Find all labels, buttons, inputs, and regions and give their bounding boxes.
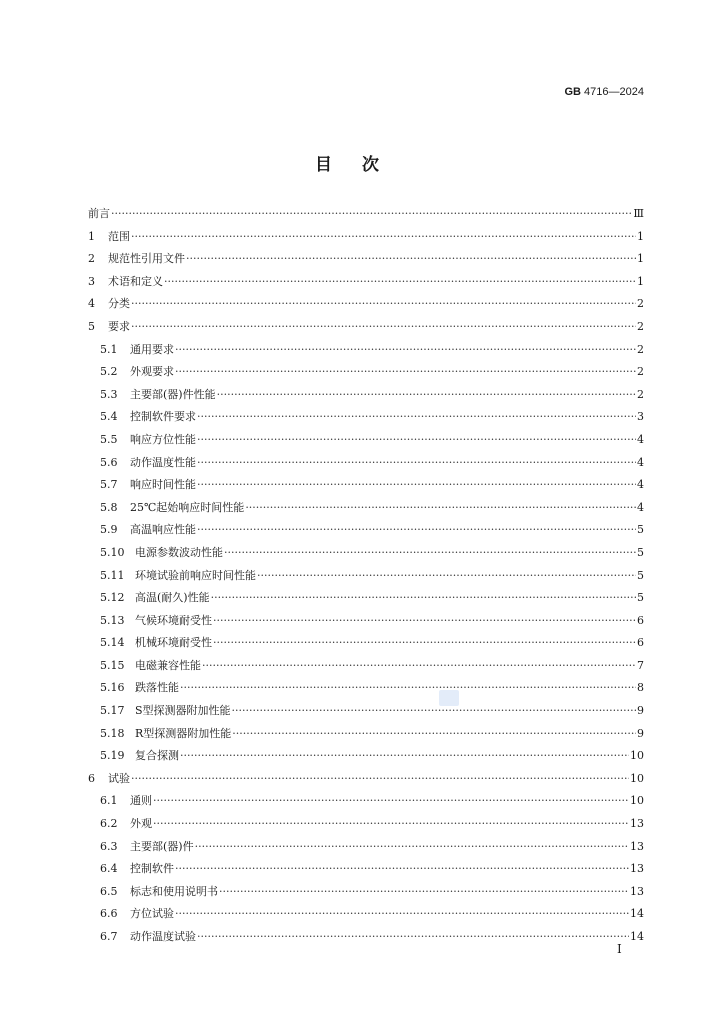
- toc-entry-number: 5.17: [100, 704, 125, 718]
- toc-entry[interactable]: [88, 768, 644, 791]
- toc-leader-dots: [153, 813, 629, 836]
- toc-entry[interactable]: [88, 474, 644, 497]
- table-of-contents: [88, 203, 644, 949]
- toc-entry-number: 6: [88, 771, 95, 785]
- toc-entry[interactable]: [88, 632, 644, 655]
- toc-leader-dots: [175, 339, 636, 362]
- toc-entry-number: 5: [88, 319, 95, 333]
- standard-code-prefix: GB: [564, 86, 581, 98]
- toc-entry-page: 10: [630, 749, 644, 763]
- toc-entry-number: 5.9: [100, 523, 118, 537]
- toc-entry-page: 6: [637, 613, 644, 627]
- toc-entry-label: 复合探测: [135, 749, 179, 763]
- toc-entry-page: 7: [637, 658, 644, 672]
- toc-entry[interactable]: [88, 926, 644, 949]
- toc-entry[interactable]: [88, 745, 644, 768]
- toc-entry[interactable]: [88, 610, 644, 633]
- toc-entry-label: 控制软件: [130, 862, 174, 876]
- toc-entry[interactable]: [88, 858, 644, 881]
- toc-entry[interactable]: [88, 881, 644, 904]
- toc-entry-label: 25℃起始响应时间性能: [130, 500, 245, 514]
- toc-entry-label: 电磁兼容性能: [135, 658, 201, 672]
- toc-leader-dots: [202, 655, 636, 678]
- toc-leader-dots: [257, 565, 636, 588]
- toc-entry[interactable]: [88, 226, 644, 249]
- toc-entry-number: 6.6: [100, 907, 118, 921]
- toc-entry-page: 13: [630, 839, 644, 853]
- toc-entry-number: 5.5: [100, 432, 118, 446]
- toc-entry[interactable]: [88, 655, 644, 678]
- toc-entry-number: 6.1: [100, 794, 118, 808]
- toc-entry[interactable]: [88, 429, 644, 452]
- toc-entry-number: 6.4: [100, 862, 118, 876]
- toc-entry-page: 13: [630, 817, 644, 831]
- toc-leader-dots: [232, 700, 636, 723]
- toc-leader-dots: [180, 745, 629, 768]
- toc-entry[interactable]: [88, 790, 644, 813]
- toc-leader-dots: [197, 406, 636, 429]
- toc-entry-number: 5.2: [100, 365, 118, 379]
- toc-entry-number: 5.10: [100, 545, 125, 559]
- toc-entry-number: 6.2: [100, 817, 118, 831]
- toc-entry-label: 方位试验: [130, 907, 174, 921]
- toc-entry-label: 主要部(器)件性能: [130, 387, 216, 401]
- toc-entry-page: 3: [637, 410, 644, 424]
- toc-entry[interactable]: [88, 723, 644, 746]
- watermark-logo: [439, 690, 459, 706]
- toc-leader-dots: [186, 248, 636, 271]
- toc-leader-dots: [131, 293, 636, 316]
- toc-leader-dots: [213, 610, 636, 633]
- toc-entry-page: 5: [637, 545, 644, 559]
- toc-leader-dots: [245, 497, 636, 520]
- toc-entry-number: 6.3: [100, 839, 118, 853]
- toc-entry-number: 5.19: [100, 749, 125, 763]
- toc-leader-dots: [217, 384, 636, 407]
- toc-entry-label: 外观: [130, 817, 152, 831]
- toc-entry-label: 外观要求: [130, 365, 174, 379]
- toc-entry-label: 机械环境耐受性: [135, 636, 212, 650]
- toc-leader-dots: [197, 519, 636, 542]
- toc-leader-dots: [153, 790, 629, 813]
- toc-entry[interactable]: [88, 293, 644, 316]
- toc-leader-dots: [211, 587, 636, 610]
- toc-entry-page: 6: [637, 636, 644, 650]
- toc-entry[interactable]: [88, 813, 644, 836]
- toc-entry[interactable]: [88, 316, 644, 339]
- toc-entry-page: 5: [637, 591, 644, 605]
- toc-entry-label: 跌落性能: [135, 681, 179, 695]
- toc-entry[interactable]: [88, 565, 644, 588]
- toc-entry-label: 动作温度试验: [130, 930, 196, 943]
- toc-entry-label: 响应时间性能: [130, 478, 196, 492]
- toc-leader-dots: [175, 858, 629, 881]
- toc-entry-label: 环境试验前响应时间性能: [135, 568, 256, 582]
- toc-entry-label: 标志和使用说明书: [130, 884, 218, 898]
- toc-entry-page: 8: [637, 681, 644, 695]
- toc-entry-number: 2: [88, 252, 95, 266]
- toc-entry-number: 3: [88, 274, 95, 288]
- toc-entry-label: 通用要求: [130, 342, 174, 356]
- toc-entry-number: 6.7: [100, 930, 118, 943]
- toc-entry-number: 5.7: [100, 478, 118, 492]
- toc-entry-label: 响应方位性能: [130, 432, 196, 446]
- toc-leader-dots: [131, 316, 636, 339]
- toc-entry-label: R型探测器附加性能: [135, 726, 232, 740]
- toc-leader-dots: [175, 361, 636, 384]
- toc-entry-page: 2: [637, 319, 644, 333]
- toc-entry-label: 分类: [108, 297, 130, 311]
- toc-entry-number: 5.3: [100, 387, 118, 401]
- standard-code-number: 4716—2024: [584, 86, 644, 98]
- toc-entry-label: 范围: [108, 229, 130, 243]
- toc-leader-dots: [131, 768, 629, 791]
- toc-entry[interactable]: [88, 203, 644, 226]
- toc-entry-page: 4: [637, 478, 644, 492]
- toc-entry[interactable]: [88, 339, 644, 362]
- toc-entry-number: 5.16: [100, 681, 125, 695]
- toc-entry[interactable]: [88, 497, 644, 520]
- toc-leader-dots: [197, 474, 636, 497]
- toc-entry-label: 高温(耐久)性能: [135, 591, 210, 605]
- standard-code: [564, 86, 644, 98]
- toc-entry-number: 6.5: [100, 884, 118, 898]
- toc-entry-label: 试验: [108, 771, 130, 785]
- toc-leader-dots: [197, 429, 636, 452]
- page-number: Ⅰ: [617, 942, 622, 956]
- toc-entry-page: 2: [637, 342, 644, 356]
- toc-leader-dots: [164, 271, 636, 294]
- toc-leader-dots: [197, 926, 629, 949]
- toc-entry-page: 1: [637, 252, 644, 266]
- toc-entry-label: 术语和定义: [108, 274, 163, 288]
- toc-entry-page: Ⅲ: [633, 207, 644, 220]
- toc-leader-dots: [180, 677, 636, 700]
- toc-entry-page: 10: [630, 771, 644, 785]
- toc-entry[interactable]: [88, 542, 644, 565]
- toc-entry-page: 5: [637, 568, 644, 582]
- toc-entry-label: 电源参数波动性能: [135, 545, 223, 559]
- toc-entry-label: 气候环境耐受性: [135, 613, 212, 627]
- toc-entry-page: 2: [637, 297, 644, 311]
- toc-entry[interactable]: [88, 384, 644, 407]
- toc-title: 目次: [315, 155, 409, 175]
- toc-leader-dots: [224, 542, 636, 565]
- toc-entry-page: 1: [637, 274, 644, 288]
- toc-leader-dots: [195, 836, 629, 859]
- toc-entry-number: 5.1: [100, 342, 118, 356]
- toc-leader-dots: [219, 881, 629, 904]
- toc-entry-page: 13: [630, 884, 644, 898]
- toc-entry-label: 前言: [88, 207, 110, 220]
- toc-entry-page: 1: [637, 229, 644, 243]
- toc-leader-dots: [111, 203, 632, 226]
- toc-entry-number: 5.11: [100, 568, 125, 582]
- toc-entry-number: 1: [88, 229, 95, 243]
- toc-entry[interactable]: [88, 361, 644, 384]
- toc-entry-label: S型探测器附加性能: [135, 704, 231, 718]
- toc-entry-label: 通则: [130, 794, 152, 808]
- toc-entry-number: 5.8: [100, 500, 118, 514]
- toc-entry-number: 5.12: [100, 591, 125, 605]
- toc-entry-number: 5.13: [100, 613, 125, 627]
- toc-leader-dots: [131, 226, 636, 249]
- toc-entry-page: 4: [637, 432, 644, 446]
- toc-entry-label: 规范性引用文件: [108, 252, 185, 266]
- toc-entry-label: 高温响应性能: [130, 523, 196, 537]
- toc-entry-page: 4: [637, 500, 644, 514]
- toc-entry-page: 2: [637, 365, 644, 379]
- toc-entry[interactable]: [88, 406, 644, 429]
- toc-entry-page: 4: [637, 455, 644, 469]
- toc-entry[interactable]: [88, 903, 644, 926]
- toc-entry-number: 5.14: [100, 636, 125, 650]
- toc-entry[interactable]: [88, 677, 644, 700]
- toc-entry-page: 14: [630, 907, 644, 921]
- toc-entry-page: 5: [637, 523, 644, 537]
- toc-entry-number: 4: [88, 297, 95, 311]
- toc-leader-dots: [213, 632, 636, 655]
- toc-entry-page: 9: [637, 726, 644, 740]
- toc-entry-page: 13: [630, 862, 644, 876]
- toc-entry-page: 2: [637, 387, 644, 401]
- toc-entry-page: 14: [630, 930, 644, 943]
- toc-entry-number: 5.6: [100, 455, 118, 469]
- toc-entry-number: 5.4: [100, 410, 118, 424]
- toc-entry-page: 9: [637, 704, 644, 718]
- toc-entry[interactable]: [88, 519, 644, 542]
- toc-entry-label: 动作温度性能: [130, 455, 196, 469]
- toc-entry[interactable]: [88, 452, 644, 475]
- toc-entry-label: 主要部(器)件: [130, 839, 194, 853]
- toc-leader-dots: [232, 723, 636, 746]
- toc-entry[interactable]: [88, 836, 644, 859]
- toc-entry[interactable]: [88, 587, 644, 610]
- toc-entry[interactable]: [88, 271, 644, 294]
- toc-entry-label: 要求: [108, 319, 130, 333]
- toc-entry-number: 5.18: [100, 726, 125, 740]
- toc-entry-label: 控制软件要求: [130, 410, 196, 424]
- toc-entry-number: 5.15: [100, 658, 125, 672]
- toc-entry[interactable]: [88, 248, 644, 271]
- toc-leader-dots: [175, 903, 629, 926]
- toc-entry-page: 10: [630, 794, 644, 808]
- toc-entry[interactable]: [88, 700, 644, 723]
- toc-leader-dots: [197, 452, 636, 475]
